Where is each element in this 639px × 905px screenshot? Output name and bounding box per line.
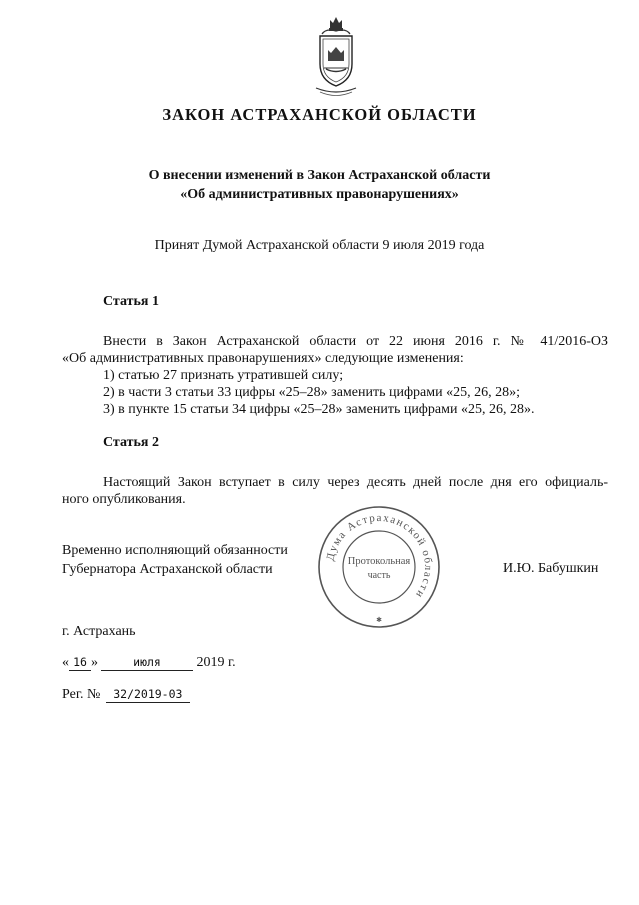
official-seal-icon: [316, 504, 442, 630]
city-line: г. Астрахань: [62, 624, 136, 639]
signatory-position-line-1: Временно исполняющий обязанности: [62, 543, 288, 558]
article-1-item-2: 2) в части 3 статьи 33 цифры «25–28» заменить цифрами «25, 26, 28»;: [103, 385, 520, 400]
law-subtitle: [0, 166, 639, 204]
seal-inner-line-1: Протокольная: [347, 556, 411, 567]
article-2-heading: Статья 2: [103, 435, 159, 450]
date-day: 16: [69, 655, 91, 671]
seal-inner-line-2: часть: [367, 570, 391, 581]
date-close-quote: »: [91, 655, 98, 670]
subtitle-line-1: О внесении изменений в Закон Астраханской области: [148, 168, 491, 183]
signatory-position-line-2: Губернатора Астраханской области: [62, 562, 273, 577]
registration-number-line: [62, 687, 190, 703]
signatory-position: [62, 541, 288, 579]
law-title: ЗАКОН АСТРАХАНСКОЙ ОБЛАСТИ: [162, 105, 477, 124]
article-1-heading: Статья 1: [103, 294, 159, 309]
signing-date: [62, 655, 236, 671]
adoption-statement: Принят Думой Астраханской области 9 июля 2019 года: [154, 238, 485, 253]
subtitle-line-2: «Об административных правонарушениях»: [180, 187, 459, 202]
signatory-name: И.Ю. Бабушкин: [503, 561, 599, 576]
date-open-quote: «: [62, 655, 69, 670]
registration-number: 32/2019-03: [106, 687, 190, 703]
date-year: 2019 г.: [196, 655, 236, 670]
article-2-line-2: ного опубликования.: [62, 492, 186, 507]
coat-of-arms-emblem-icon: [300, 14, 372, 100]
registration-label: Рег. №: [62, 687, 101, 702]
article-1-intro-line-2: «Об административных правонарушениях» следующие изменения:: [62, 351, 464, 366]
article-1-item-1: 1) статью 27 признать утратившей силу;: [103, 368, 344, 383]
svg-text:✱: ✱: [376, 616, 382, 624]
article-1-item-3: 3) в пункте 15 статьи 34 цифры «25–28» заменить цифрами «25, 26, 28».: [103, 402, 535, 417]
article-2-line-1: Настоящий Закон вступает в силу через десять дней после дня его официаль-: [103, 475, 608, 490]
date-month: июля: [101, 655, 193, 671]
article-1-intro-line-1: Внести в Закон Астраханской области от 22 июня 2016 г. № 41/2016-ОЗ: [103, 334, 608, 349]
seal-outer-text: Дума Астраханской области: [324, 511, 435, 601]
